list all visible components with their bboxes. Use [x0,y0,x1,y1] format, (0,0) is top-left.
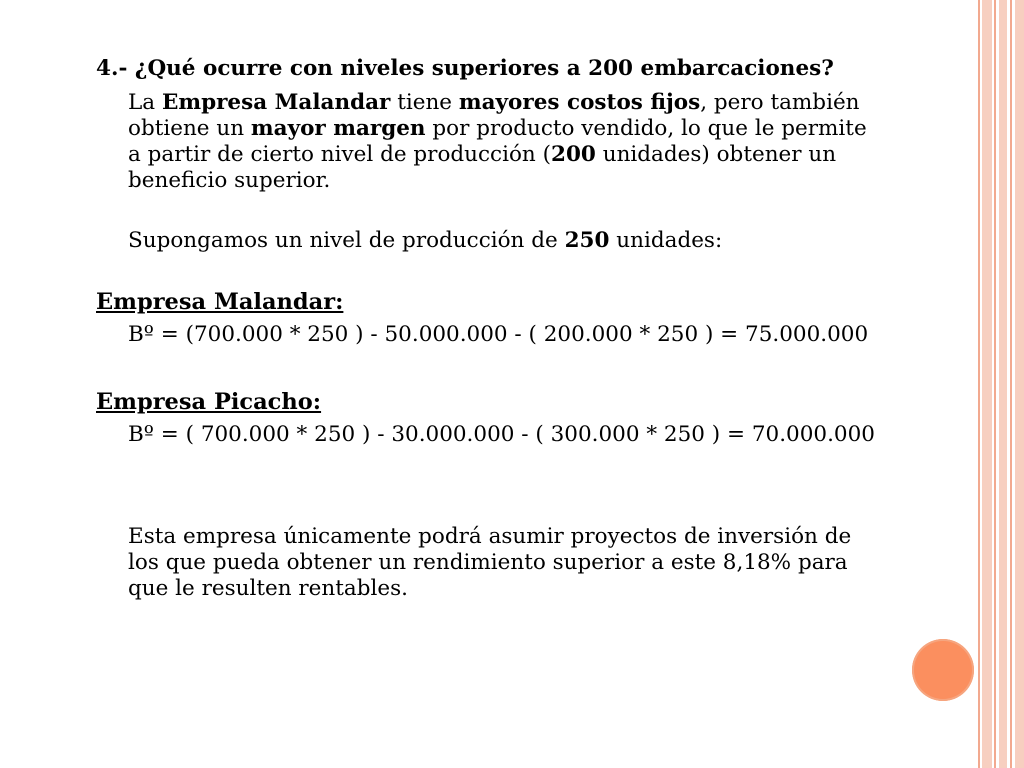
picacho-heading: Empresa Picacho: [96,389,322,415]
decorative-stripe [978,0,980,768]
bold-units: 250 [564,228,610,253]
decorative-stripe [1010,0,1012,768]
decorative-stripe [1015,0,1024,768]
text-run: tiene [390,90,459,115]
question-heading: 4.- ¿Qué ocurre con niveles superiores a 200 embarcaciones? [96,56,834,81]
text-run: La [128,90,162,115]
conclusion-paragraph: Esta empresa únicamente podrá asumir proyectos de inversión de los que pueda obtener un rendimiento superior a este 8,18% para que le resulten rentables. [128,524,852,601]
bold-fixed-costs: mayores costos fijos [458,90,701,115]
slide-content [96,56,886,602]
text-run: , pero también obtiene un [128,90,860,141]
text-run: unidades: [609,228,723,253]
decorative-stripe [982,0,992,768]
bold-threshold: 200 [551,142,596,167]
bold-margin: mayor margen [250,116,426,141]
decorative-stripe [994,0,996,768]
text-run: por producto vendido, lo que le permite a partir de cierto nivel de producción ( [128,116,867,167]
assumption-paragraph [96,228,886,254]
malandar-formula: Bº = (700.000 * 250 ) - 50.000.000 - ( 200.000 * 250 ) = 75.000.000 [128,322,869,347]
text-run: Supongamos un nivel de producción de [128,228,565,253]
bold-company-name: Empresa Malandar [161,90,391,115]
decorative-orb [912,639,974,701]
malandar-heading: Empresa Malandar: [96,289,344,315]
picacho-formula: Bº = ( 700.000 * 250 ) - 30.000.000 - ( 300.000 * 250 ) = 70.000.000 [128,422,875,447]
explanation-paragraph [96,90,886,194]
text-run: unidades) obtener un beneficio superior. [128,142,837,193]
decorative-stripe [999,0,1007,768]
